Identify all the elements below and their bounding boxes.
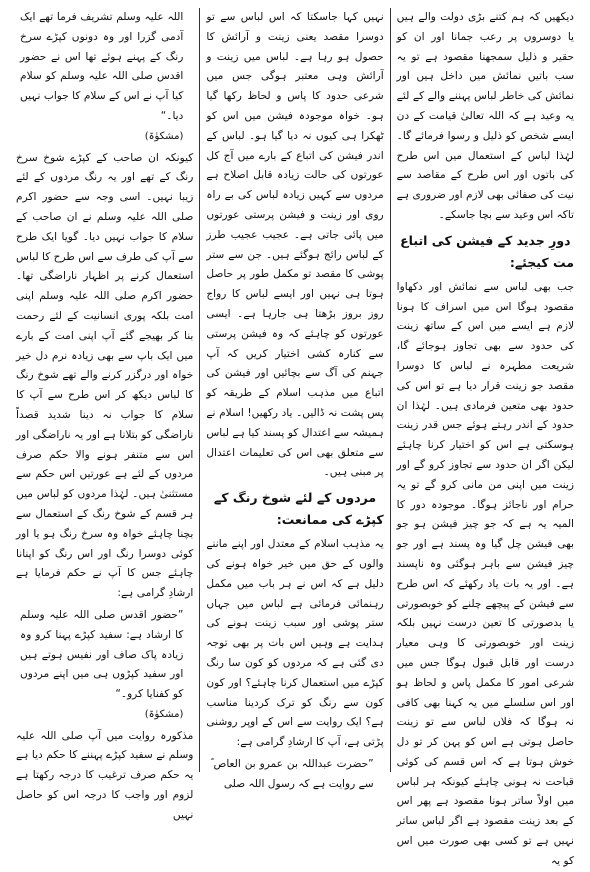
paragraph-white-clothes-recommendation: مذکورہ روایت میں آپ صلی اللہ علیہ وسلم نے سفید کپڑے پہننے کا حکم دیا ہے یہ حکم صرف ترغیب کا درجہ رکھتا ہے لزوم اور واجب کا درجہ اس کو حاصل نہیں	[16, 729, 194, 821]
paragraph-fashion-limits: جب بھی لباس سے نمائش اور دکھاوا مقصود ہوگا اس میں اسراف کا ہونا لازم ہے ایسے میں اس کے ساتھ زینت کی حدود سے بھی تجاوز ہوجائے گا، شریعت مطہرہ نے لباس کا دوسرا مقصد جو زینت قرار دیا ہے تو اس کی حدود بھی متعین فرمادی ہیں۔ لہٰذا ان حدود کے اندر رہتے ہوئے جس قدر زینت ہوسکتی ہے اس کو اختیار کرنا چاہئے لیکن اگر ان حدود سے تجاوز کرو گے اور زینت میں اپنی من مانی کرو گے تو یہ حرام اور ناجائز ہوگا۔ موجودہ دور کا المیہ یہ ہے کہ جو چیز فیشن ہو جو بھی فیشن چل گیا وہ پسند ہے اور جو چیز فیشن سے باہر ہوگئی وہ ناپسند ہے۔ اور یہ بات یاد رکھئے کہ اس طرح سے فیشن کے پیچھے چلنے کو خوبصورتی یا بدصورتی کا تعین درست نہیں بلکہ زینت اور خوبصورتی کا وہی معیار درست اور قابل قبول ہوگا جس میں شرعی امور کا مکمل پاس و لحاظ ہو اور اس سلسلے میں یہ کہنا بھی کافی نہ ہوگا کہ فلاں لباس سے تو زینت حاصل ہوتی ہے اس کو پہن کر تو دل خوش ہوتا ہے کہ اس قسم کی کوئی قباحت نہ ہونی چاہئے کیونکہ ہر لباس میں اولاً ساتر ہونا مقصود ہے پھر اس کے بعد زینت مقصود ہے اگر لباس ساتر نہیں ہے تو کسی بھی صورت میں اس کو یہ	[396, 280, 574, 867]
hadith-reference: (مشکوٰۃ)	[144, 708, 184, 720]
paragraph-showing-off-warning: دیکھیں کہ ہم کتنے بڑی دولت والے ہیں یا دوسروں پر رعب جمانا اور ان کو حقیر و ذلیل سمجھنا مقصود ہے تو یہ سب باتیں نمائش میں داخل ہیں اور نمائش کی خاطر لباس پہننے والے کے لئے یہ وعید ہے کہ اللہ تعالیٰ قیامت کے دن ایسے شخص کو ذلیل و رسوا فرمائے گا۔ لہٰذا لباس کے استعمال میں اس طرح کی باتوں اور اس طرح کے مقاصد سے نیت کی صفائی بھی لازم اور ضروری ہے تاکہ اس وعید سے بچا جاسکے۔	[396, 11, 574, 221]
paragraph-islam-guidance: یہ مذہب اسلام کے معتدل اور اپنے ماننے والوں کے حق میں خیر خواہ ہونے کی دلیل ہے کہ اس نے ہر باب میں مکمل رہنمائی فرمائی ہے لباس میں جہاں ستر پوشی اور سبب زینت ہونے کی ہدایت ہے وہیں اس بات پر بھی توجہ دی گئی ہے کہ مردوں کو کون سا رنگ کپڑے میں استعمال کرنا چاہئے؟ اور کون کون سے رنگ کو ترک کردینا مناسب ہے؟ ایک روایت سے اس کے اوپر روشنی پڑتی ہے، آپ کا ارشادِ گرامی ہے:	[206, 538, 384, 749]
paragraph-women-fashion: نہیں کہا جاسکتا کہ اس لباس سے تو دوسرا مقصد یعنی زینت و آرائش کا حصول ہو رہا ہے۔ لباس میں زینت و آرائش وہی معتبر ہوگی جس میں شرعی حدود کا پاس و لحاظ رکھا گیا ہو۔ خواہ موجودہ فیشن میں اس کو ٹھکرا ہی کیوں نہ دیا گیا ہو۔ لباس کے اندر فیشن کی اتباع کے بارے میں آج کل عورتوں کی حالت زیادہ قابل اصلاح ہے مردوں سے کہیں زیادہ لباس کی بے راہ روی اور زینت و فیشن پرستی عورتوں میں پائی جاتی ہے۔ عجیب عجیب طرز کے لباس رائج ہوگئے ہیں۔ جن سے ستر پوشی کا مقصد تو مکمل طور پر حاصل ہوتا ہی نہیں اور ایسے لباس کا رواج روز بروز بڑھتا ہی جارہا ہے۔ ایسی عورتوں کو چاہئے کہ وہ فیشن پرستی سے کنارہ کشی اختیار کریں کہ آپ جہنم کی آگ سے بچائیں اور فیشن کی اتباع میں مذہب اسلام کے طریقہ کو پس پشت نہ ڈالیں۔ یاد رکھیں! اسلام نے ہمیشہ سے اعتدال کو پسند کیا ہے لباس سے متعلق بھی اس کی تعلیمات اعتدال پر مبنی ہیں۔	[206, 11, 384, 479]
hadith-quote-start: ”حضرت عبداللہ بن عمرو بن العاص ؓ سے روایت ہے کہ رسول اللہ صلی	[210, 757, 374, 790]
column-right	[391, 8, 580, 867]
column-left	[10, 8, 200, 821]
heading-bright-colors: مردوں کے لئے شوخ رنگ کے کپڑے کی ممانعت:	[213, 490, 384, 528]
hadith-text: ”حضور اقدس صلی اللہ علیہ وسلم کا ارشاد ہے: سفید کپڑے پہنا کرو وہ زیادہ پاک صاف اور نفیس ہوتے ہیں اور سفید کپڑوں ہی میں اپنے مردوں کو کفنایا کرو۔“	[20, 608, 184, 701]
paragraph-red-color-explanation: کیونکہ ان صاحب کے کپڑے شوخ سرخ رنگ کے تھے اور یہ رنگ مردوں کے لئے زیبا نہیں۔ اسی وجہ سے حضور اکرم صلی اللہ علیہ وسلم نے ان صاحب کے سلام کا جواب نہیں دیا۔ گویا ایک طرح سے آپ کی طرف سے اس طرح کا لباس استعمال کرنے پر اظہار ناراضگی تھا۔ حضور اکرم صلی اللہ علیہ وسلم اپنی امت بلکہ پوری انسانیت کے لئے رحمت بنا کر بھیجے گئے آپ اپنی امت کے بارے میں ایک باپ سے بھی زیادہ نرم دل خیر خواہ اور درگزر کرنے والے تھے شوخ رنگ کا لباس دیکھ کر اس طرح سے آپ کا سلام کا جواب نہ دینا شدید قصداً ناراضگی کو بتلانا ہے اور یہ ناراضگی اور اس سے متنفر ہونے والا حکم صرف مردوں کے لئے ہے عورتیں اس حکم سے مستثنیٰ ہیں۔ لہٰذا مردوں کو لباس میں ہر قسم کے شوخ رنگ کے استعمال سے بچنا چاہئے خواہ وہ سرخ رنگ ہو یا اور کوئی دوسرا رنگ اور اس رنگ کو اپنانا چاہئے جس کا آپ نے حکم فرمایا ہے ارشادِ گرامی ہے:	[16, 151, 194, 600]
hadith-text: اللہ علیہ وسلم تشریف فرما تھے ایک آدمی گزرا اور وہ دونوں کپڑے سرخ رنگ کے پہنے ہوئے تھا اس نے حضور اقدس صلی اللہ علیہ وسلم کو سلام کیا آپ نے اس کے سلام کا جواب نہیں دیا۔“	[20, 11, 184, 122]
column-middle	[200, 8, 390, 790]
hadith-quote-white-clothes	[16, 606, 193, 725]
hadith-reference: (مشکوٰۃ)	[144, 130, 184, 142]
hadith-quote-red-clothes	[16, 8, 193, 147]
heading-modern-fashion: دورِ جدید کے فیشن کی اتباع مت کیجئے:	[400, 232, 574, 270]
